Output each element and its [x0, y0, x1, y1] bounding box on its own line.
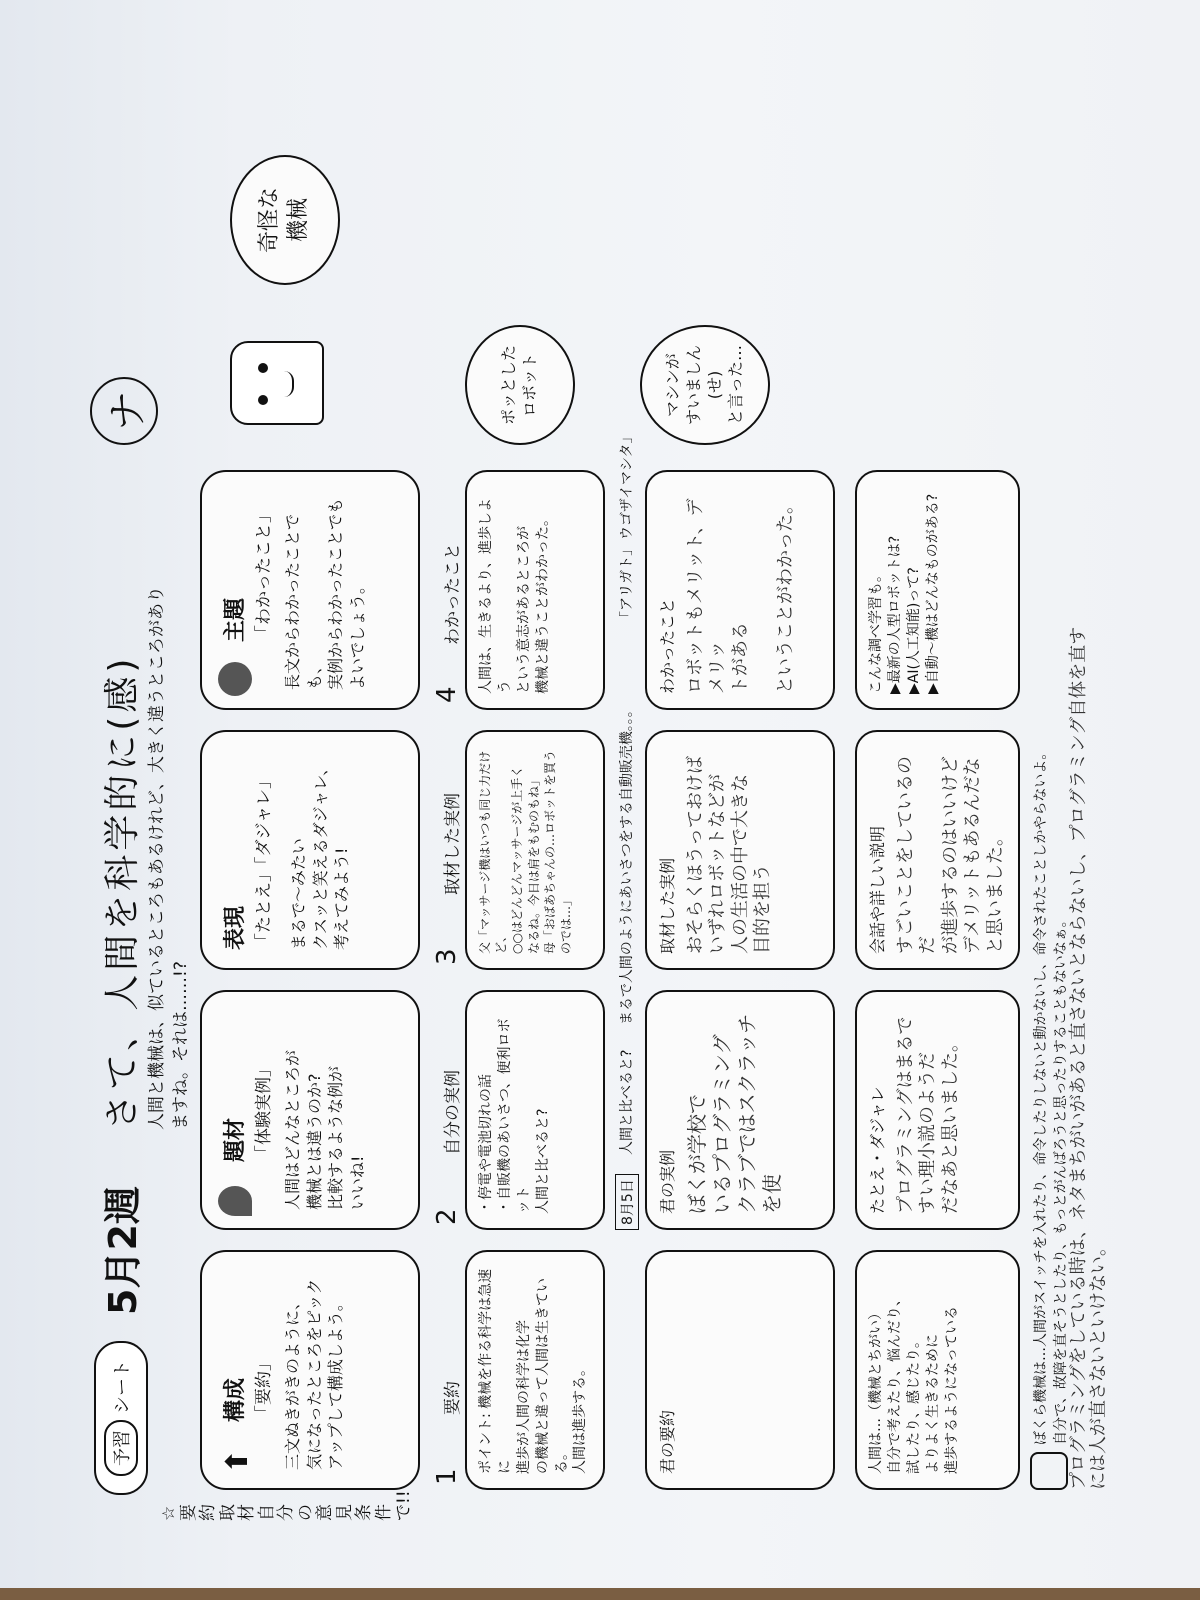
instruction-title: 題材	[223, 1117, 248, 1162]
sidebar-line: 自分の	[256, 1504, 316, 1521]
footer-handwriting-1: プログラミングをしている時は、ネタまちがいがあると直さないとならないし、プログラミング自体を直す	[1068, 626, 1089, 1490]
instruction-body: 三文ぬきがきのように、 気になったところをピック アップして構成しよう。	[283, 1278, 346, 1470]
robot-cloud-1	[465, 325, 575, 445]
instruction-title: 構成	[223, 1377, 248, 1422]
star-line: ☆要約	[159, 1504, 219, 1521]
interview-example-text: 父「マッサージ機はいつも同じ力だけど、 ○○はどんどんマッサージが上手く なるね。今日は肩をもむのもね」 母「おばあちゃんの…ロボットを買うのでは…」	[478, 749, 573, 954]
summary-box	[465, 1250, 605, 1490]
research-box	[855, 470, 1020, 710]
footer-line-2: 自分で、故障を直そうとしたり、もっとがんばろうと思ったりすることもないなぁ。	[1053, 913, 1069, 1445]
week-label: 5月2週	[101, 1186, 145, 1315]
robot-mouth	[284, 371, 294, 397]
sidebar-line: 意見	[315, 1504, 355, 1521]
robot-cloud-2	[640, 325, 770, 445]
own-example-box	[465, 990, 605, 1230]
your-summary-box[interactable]	[645, 1250, 835, 1490]
findings-handwriting: ロボットもメリット、デメリッ トがある ということがわかった。	[684, 496, 796, 694]
findings-box	[465, 470, 605, 710]
middle-text-c: 「アリガト」	[619, 541, 635, 625]
conversation-label: 会話や詳しい説明	[868, 825, 887, 954]
instruction-sub: 「わかったこと」	[254, 506, 274, 642]
own-example-text: ・停電や電池切れの話 ・自販機のあいさつ、便利ロボット 人間と比べると?	[478, 1018, 551, 1214]
instruction-bubble-theme	[200, 470, 420, 710]
conversation-box[interactable]	[855, 730, 1020, 970]
interview-label-2: 取材した実例	[658, 857, 677, 954]
instruction-body: 長文からわかったことでも、 実例からわかったことでも よいでしょう。	[283, 497, 367, 690]
instruction-title: 表現	[223, 905, 248, 950]
instruction-bubble-structure	[200, 1250, 420, 1490]
footer-handwriting-2: には人が直さないといけない。	[1088, 1238, 1109, 1490]
middle-text-b: まるで人間のようにあいさつをする自動販売機。。。	[619, 703, 635, 1025]
intro-line-2: ますね。それは……!?	[171, 961, 191, 1130]
sheet-pill	[94, 1341, 148, 1495]
pun-handwriting: プログラミングはまるで すい理小説のようだ だなあと思いました。	[894, 1016, 961, 1214]
robot-eye	[258, 363, 268, 373]
middle-text-d: ウゴザイマシタ」	[619, 429, 635, 540]
your-summary-label: 君の要約	[658, 1409, 677, 1474]
findings-label-2: わかったこと	[658, 597, 677, 694]
findings-box-2[interactable]	[645, 470, 835, 710]
row1-num-2: 2	[432, 1208, 462, 1225]
instruction-body: まるで～みたい クスッと笑えるダジャレ、 考えてみよう!	[289, 759, 352, 950]
instruction-bubble-topic	[200, 990, 420, 1230]
research-text: こんな調べ学習も。 ▶最新の人型ロボットは? ▶AI(人工知能)って? ▶自動〜機はどんなものがある?	[868, 493, 941, 694]
interview-example-box	[465, 730, 605, 970]
apple-icon	[218, 662, 252, 696]
conversation-handwriting: すごいことをしているのだ が進歩するのはいいけど デメリットもあるんだな と思いました。	[894, 756, 1006, 954]
robot-thought-text: 奇怪な 機械	[257, 187, 311, 254]
row1-label-4: わかったこと	[443, 543, 463, 645]
page-title: さて、人間を科学的に(感)	[102, 654, 143, 1130]
row1-label-1: 要約	[443, 1381, 463, 1415]
left-sidebar	[159, 1490, 414, 1521]
page-mark: ナ	[90, 377, 158, 445]
instruction-bubble-expression	[200, 730, 420, 970]
summary-text: ポイント: 機械を作る科学は急速に 進歩が人間の科学は化学 の機械と違って人間は生きている。 人間は進歩する。	[478, 1268, 589, 1474]
instruction-sub: 「たとえ」「ダジャレ」	[254, 771, 274, 950]
robot-cloud-text-2: マシンが すいましん (せ) と言った…	[663, 345, 745, 426]
leaf-icon	[218, 1186, 252, 1216]
pun-label: たとえ・ダジャレ	[868, 1086, 887, 1214]
row1-num-1: 1	[432, 1468, 462, 1485]
intro-line-1: 人間と機械は、似ているところもあるけれど、大きく違うところがあり	[147, 586, 167, 1130]
sheet-pill-sub: シート	[112, 1360, 133, 1414]
sidebar-line: 条件	[354, 1504, 395, 1521]
instruction-sub: 「体験実例」	[254, 1060, 274, 1162]
sidebar-line: で!!	[393, 1490, 414, 1521]
row1-label-3: 取材した実例	[443, 793, 463, 895]
row1-label-2: 自分の実例	[443, 1070, 463, 1155]
instruction-body: 人間はどんなところが 機械とは違うのか? 比較するような例が いいね!	[283, 1049, 367, 1210]
robot-character	[230, 341, 324, 425]
your-example-box[interactable]	[645, 990, 835, 1230]
interview-box-2[interactable]	[645, 730, 835, 970]
footer-line-1: ぼくら機械は…人間がスイッチを入れたり、命令したりしないと動かないし、命令されたことしかやらないよ。	[1033, 745, 1049, 1445]
instruction-sub: 「要約」	[254, 1354, 274, 1422]
worksheet	[80, 75, 1109, 1525]
your-example-handwriting: ぼくが学校で いるプログラミング クラブではスクラッチを使	[684, 1013, 784, 1214]
table-edge	[0, 1588, 1200, 1600]
row1-num-3: 3	[432, 948, 462, 965]
row1-num-4: 4	[432, 686, 462, 703]
sidebar-line: 取材	[217, 1504, 258, 1521]
robot-thought-cloud	[230, 155, 340, 285]
middle-text-a: 人間と比べると?	[619, 1049, 635, 1155]
arrow-icon: ⬆	[220, 1448, 255, 1474]
robot-eye	[258, 395, 268, 405]
humans-text: 人間は…（機械とちがい） 自分で考えたり、悩んだり、 試したり、感じたり。 よりよく生きるために 進歩するようになっている	[868, 1292, 960, 1474]
pun-box[interactable]	[855, 990, 1020, 1230]
findings-text: 人間は、生きるより、進歩しよう という意志があるところが 機械と違うことがわかった。	[478, 498, 551, 694]
instruction-title: 主題	[223, 597, 248, 642]
your-example-label: 君の実例	[658, 1149, 677, 1214]
sheet-pill-label: 予習	[104, 1420, 138, 1476]
humans-box	[855, 1250, 1020, 1490]
middle-date: 8月5日	[615, 1174, 639, 1230]
footer-robot-icon	[1030, 1452, 1068, 1490]
robot-cloud-text: ポッとした ロボット	[499, 345, 539, 426]
interview-handwriting: おそらくほうっておけば いずれロボットなどが 人の生活の中で大きな 目的を担う	[684, 756, 774, 954]
